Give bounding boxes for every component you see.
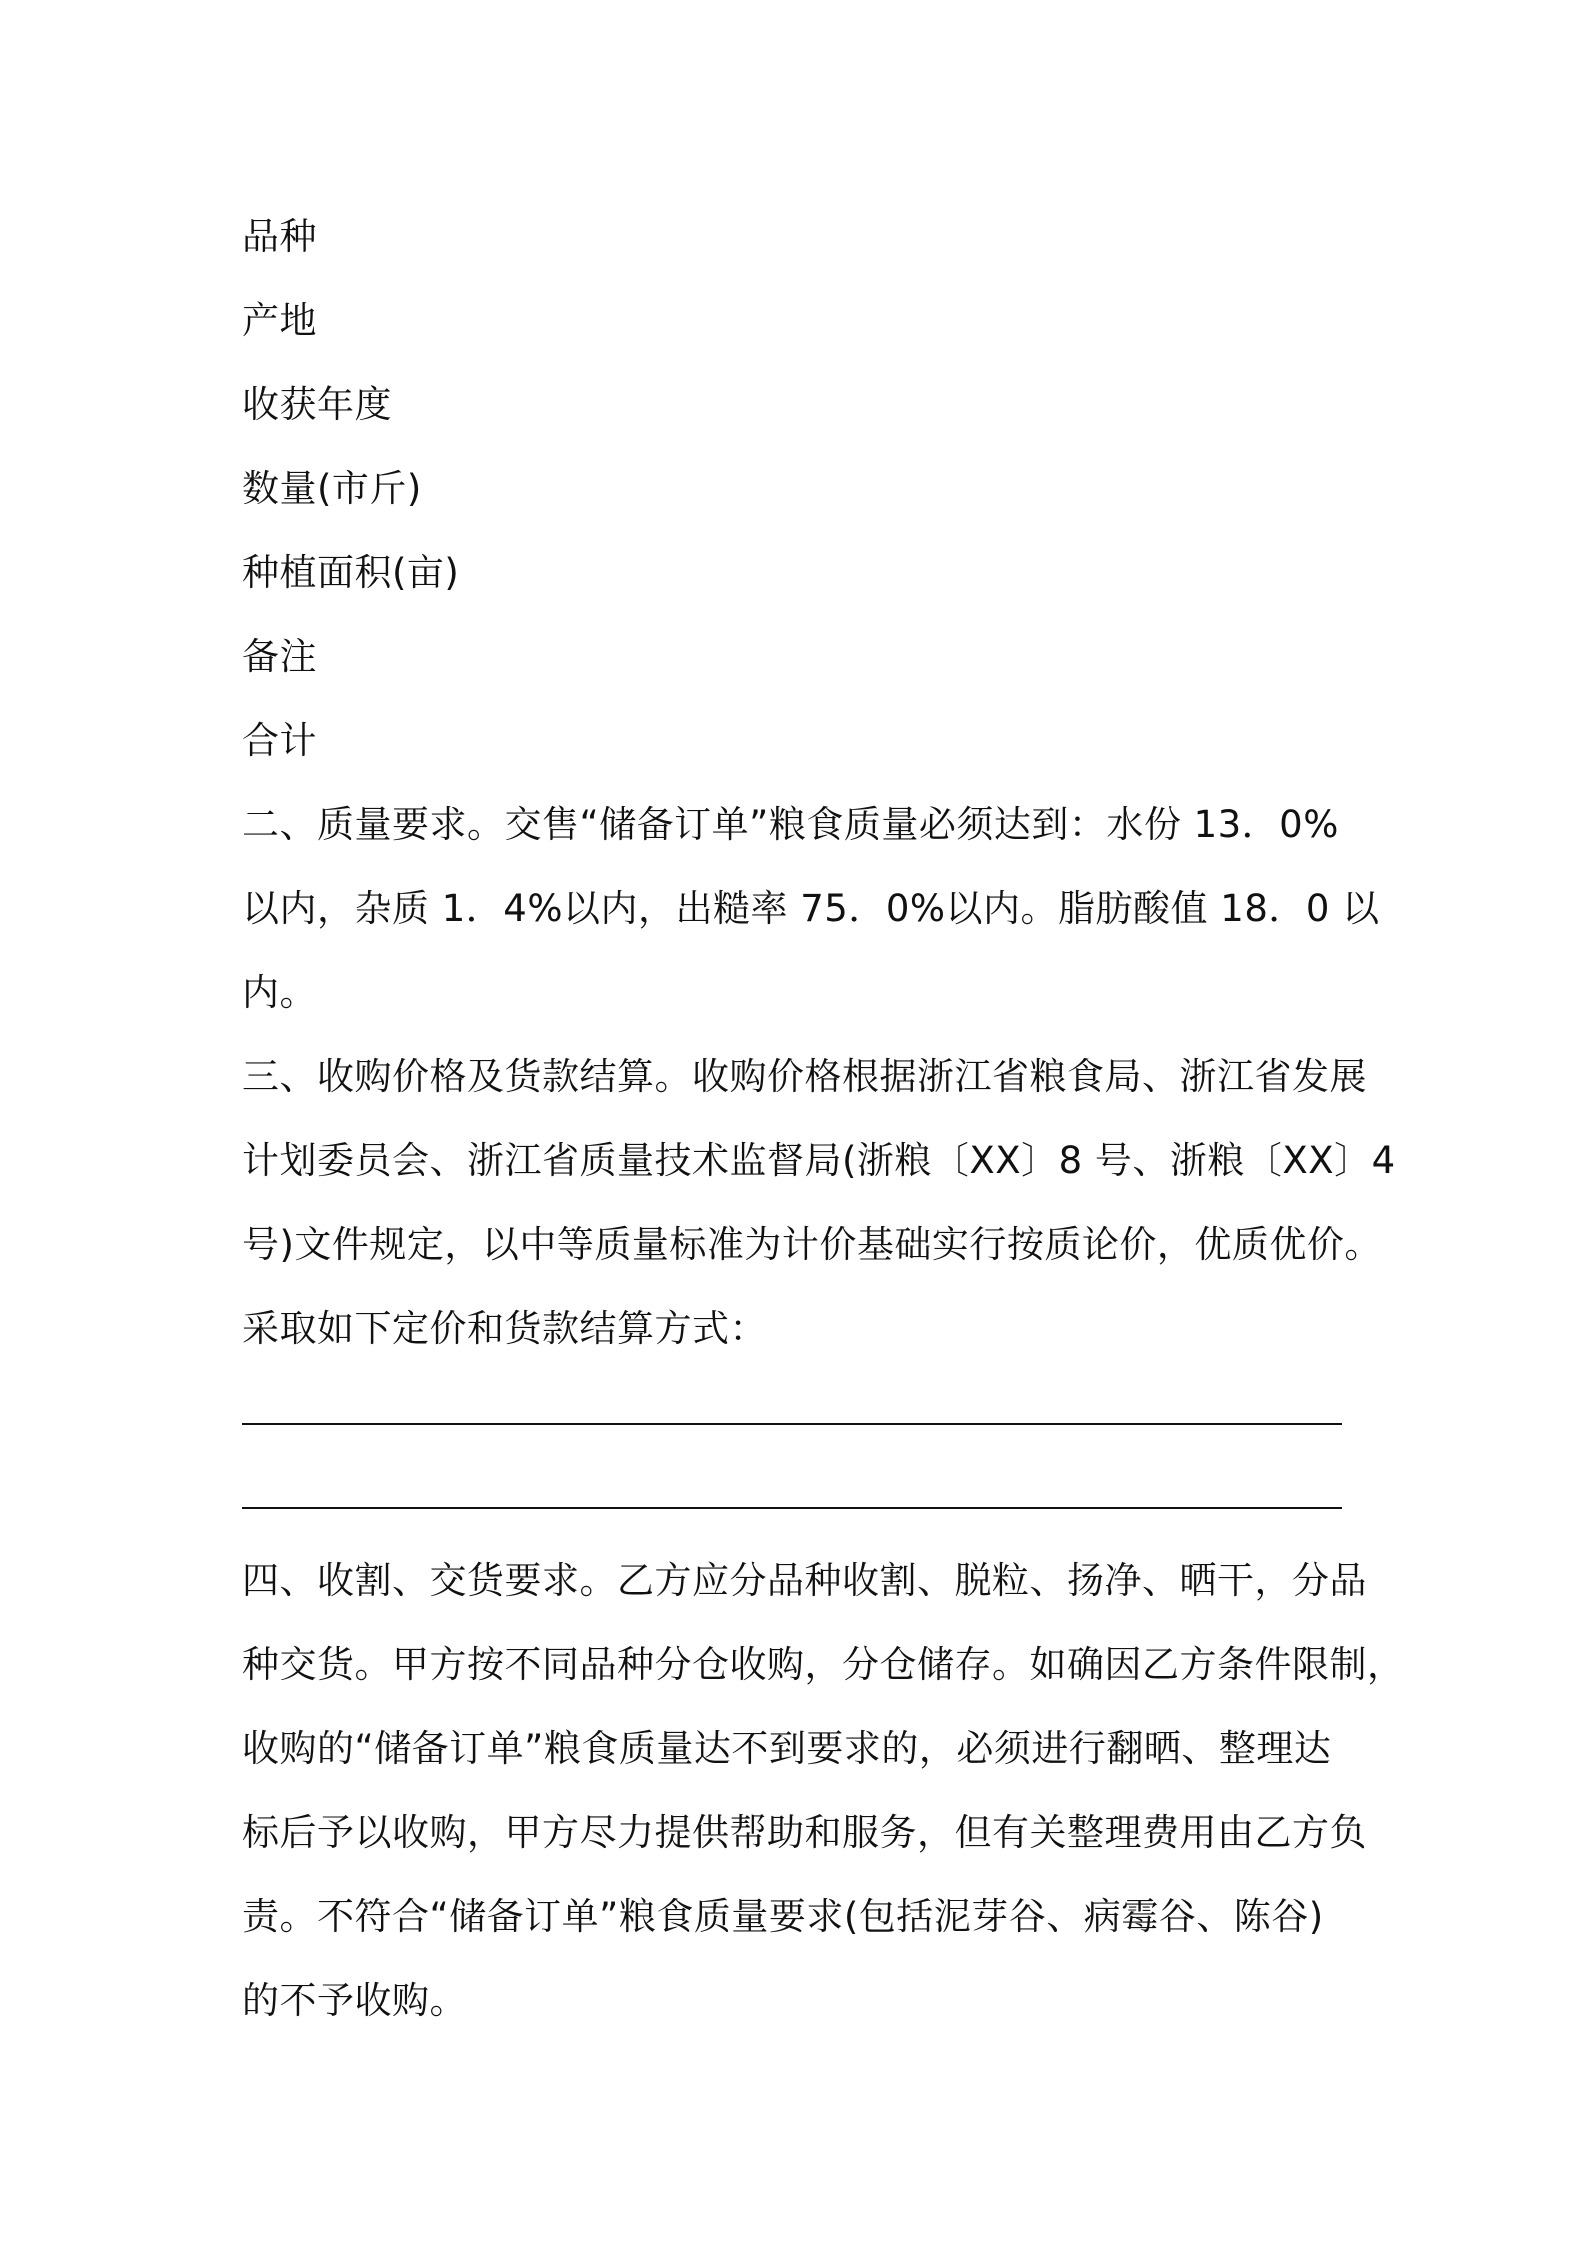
table-label-variety: 品种 [242, 215, 317, 258]
section-3-price-line-4: 采取如下定价和货款结算方式： [242, 1307, 767, 1350]
fill-in-blank-line-1 [242, 1371, 1357, 1455]
table-label-origin: 产地 [242, 299, 317, 342]
section-3-price-line-2: 计划委员会、浙江省质量技术监督局(浙粮〔XX〕8 号、浙粮〔XX〕4 [242, 1139, 1396, 1182]
section-2-quality-line-3: 内。 [242, 971, 317, 1014]
table-label-planting-area: 种植面积(亩) [242, 551, 460, 594]
table-label-remarks: 备注 [242, 635, 317, 678]
blank-underline [242, 1507, 1342, 1509]
section-4-harvest-line-1: 四、收割、交货要求。乙方应分品种收割、脱粒、扬净、晒干，分品 [242, 1559, 1367, 1602]
section-4-harvest-line-2: 种交货。甲方按不同品种分仓收购，分仓储存。如确因乙方条件限制， [242, 1643, 1405, 1686]
section-2-quality-line-2: 以内，杂质 1．4%以内，出糙率 75．0%以内。脂肪酸值 18．0 以 [242, 887, 1380, 930]
table-label-quantity: 数量(市斤) [242, 467, 422, 510]
section-4-harvest-line-5: 责。不符合“储备订单”粮食质量要求(包括泥芽谷、病霉谷、陈谷) [242, 1895, 1324, 1938]
blank-underline [242, 1423, 1342, 1425]
section-4-harvest-line-3: 收购的“储备订单”粮食质量达不到要求的，必须进行翻晒、整理达 [242, 1727, 1332, 1770]
section-3-price-line-3: 号)文件规定，以中等质量标准为计价基础实行按质论价，优质优价。 [242, 1223, 1382, 1266]
section-4-harvest-line-6: 的不予收购。 [242, 1979, 467, 2022]
table-label-harvest-year: 收获年度 [242, 383, 392, 426]
fill-in-blank-line-2 [242, 1455, 1357, 1539]
table-label-total: 合计 [242, 719, 317, 762]
section-4-harvest-line-4: 标后予以收购，甲方尽力提供帮助和服务，但有关整理费用由乙方负 [242, 1811, 1367, 1854]
section-3-price-line-1: 三、收购价格及货款结算。收购价格根据浙江省粮食局、浙江省发展 [242, 1055, 1367, 1098]
section-2-quality-line-1: 二、质量要求。交售“储备订单”粮食质量必须达到：水份 13．0% [242, 803, 1339, 846]
document-body [242, 195, 1405, 2043]
